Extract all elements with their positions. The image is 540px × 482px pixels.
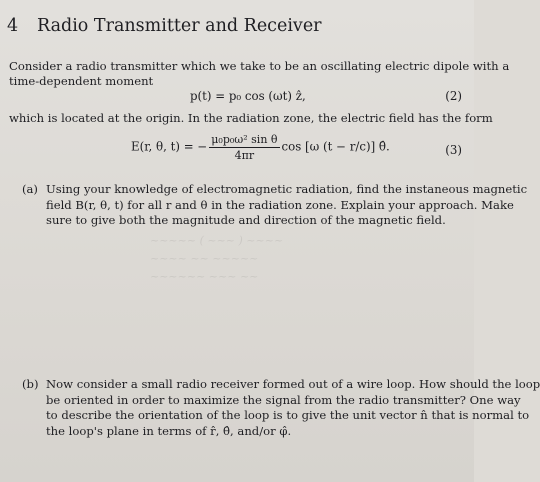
part-a-line: field B(r, θ, t) for all r and θ in the radiation zone. Explain your approach. Make [46,197,514,212]
part-b-line: be oriented in order to maximize the signal from the radio transmitter? One way [46,392,521,407]
equation-3 [131,133,390,162]
equation-2-number: (2) [445,89,462,103]
part-b-line: Now consider a small radio receiver formed out of a wire loop. How should the loop [46,377,540,391]
intro-line-2: time-dependent moment [9,74,154,88]
part-b-label: (b) [22,377,39,391]
section-title: Radio Transmitter and Receiver [37,16,322,36]
part-a-line: Using your knowledge of electromagnetic radiation, find the instaneous magnetic [46,182,528,196]
equation-3-fraction [209,133,279,162]
part-b-line: to describe the orientation of the loop is to give the unit vector n̂ that is normal to [46,408,530,422]
equation-3-numerator: μ₀p₀ω² sin θ [211,133,278,146]
equation-2: p(t) = p₀ cos (ωt) ẑ, [190,89,306,103]
intro-line-1: Consider a radio transmitter which we take to be an oscillating electric dipole with a [9,59,510,73]
middle-text: which is located at the origin. In the radiation zone, the electric field has the form [9,111,493,125]
part-b-line: the loop's plane in terms of r̂, θ̂, and/or φ̂. [46,423,292,438]
equation-3-lhs: E(r, θ, t) = − [131,139,208,154]
equation-3-denominator: 4πr [234,149,255,162]
equation-3-rhs: cos [ω (t − r/c)] θ̂. [281,139,390,154]
part-a-label: (a) [22,182,38,196]
show-through-text: ~~~~~ ( ~~~ ) ~~~~ ~~~~ ~~ ~~~~~ ~~~~~~ ~~~ ~~ [150,234,284,283]
equation-3-number: (3) [445,143,462,157]
section-number: 4 [7,16,19,36]
section-heading [7,16,322,36]
part-a-line: sure to give both the magnitude and direction of the magnetic field. [46,213,446,227]
